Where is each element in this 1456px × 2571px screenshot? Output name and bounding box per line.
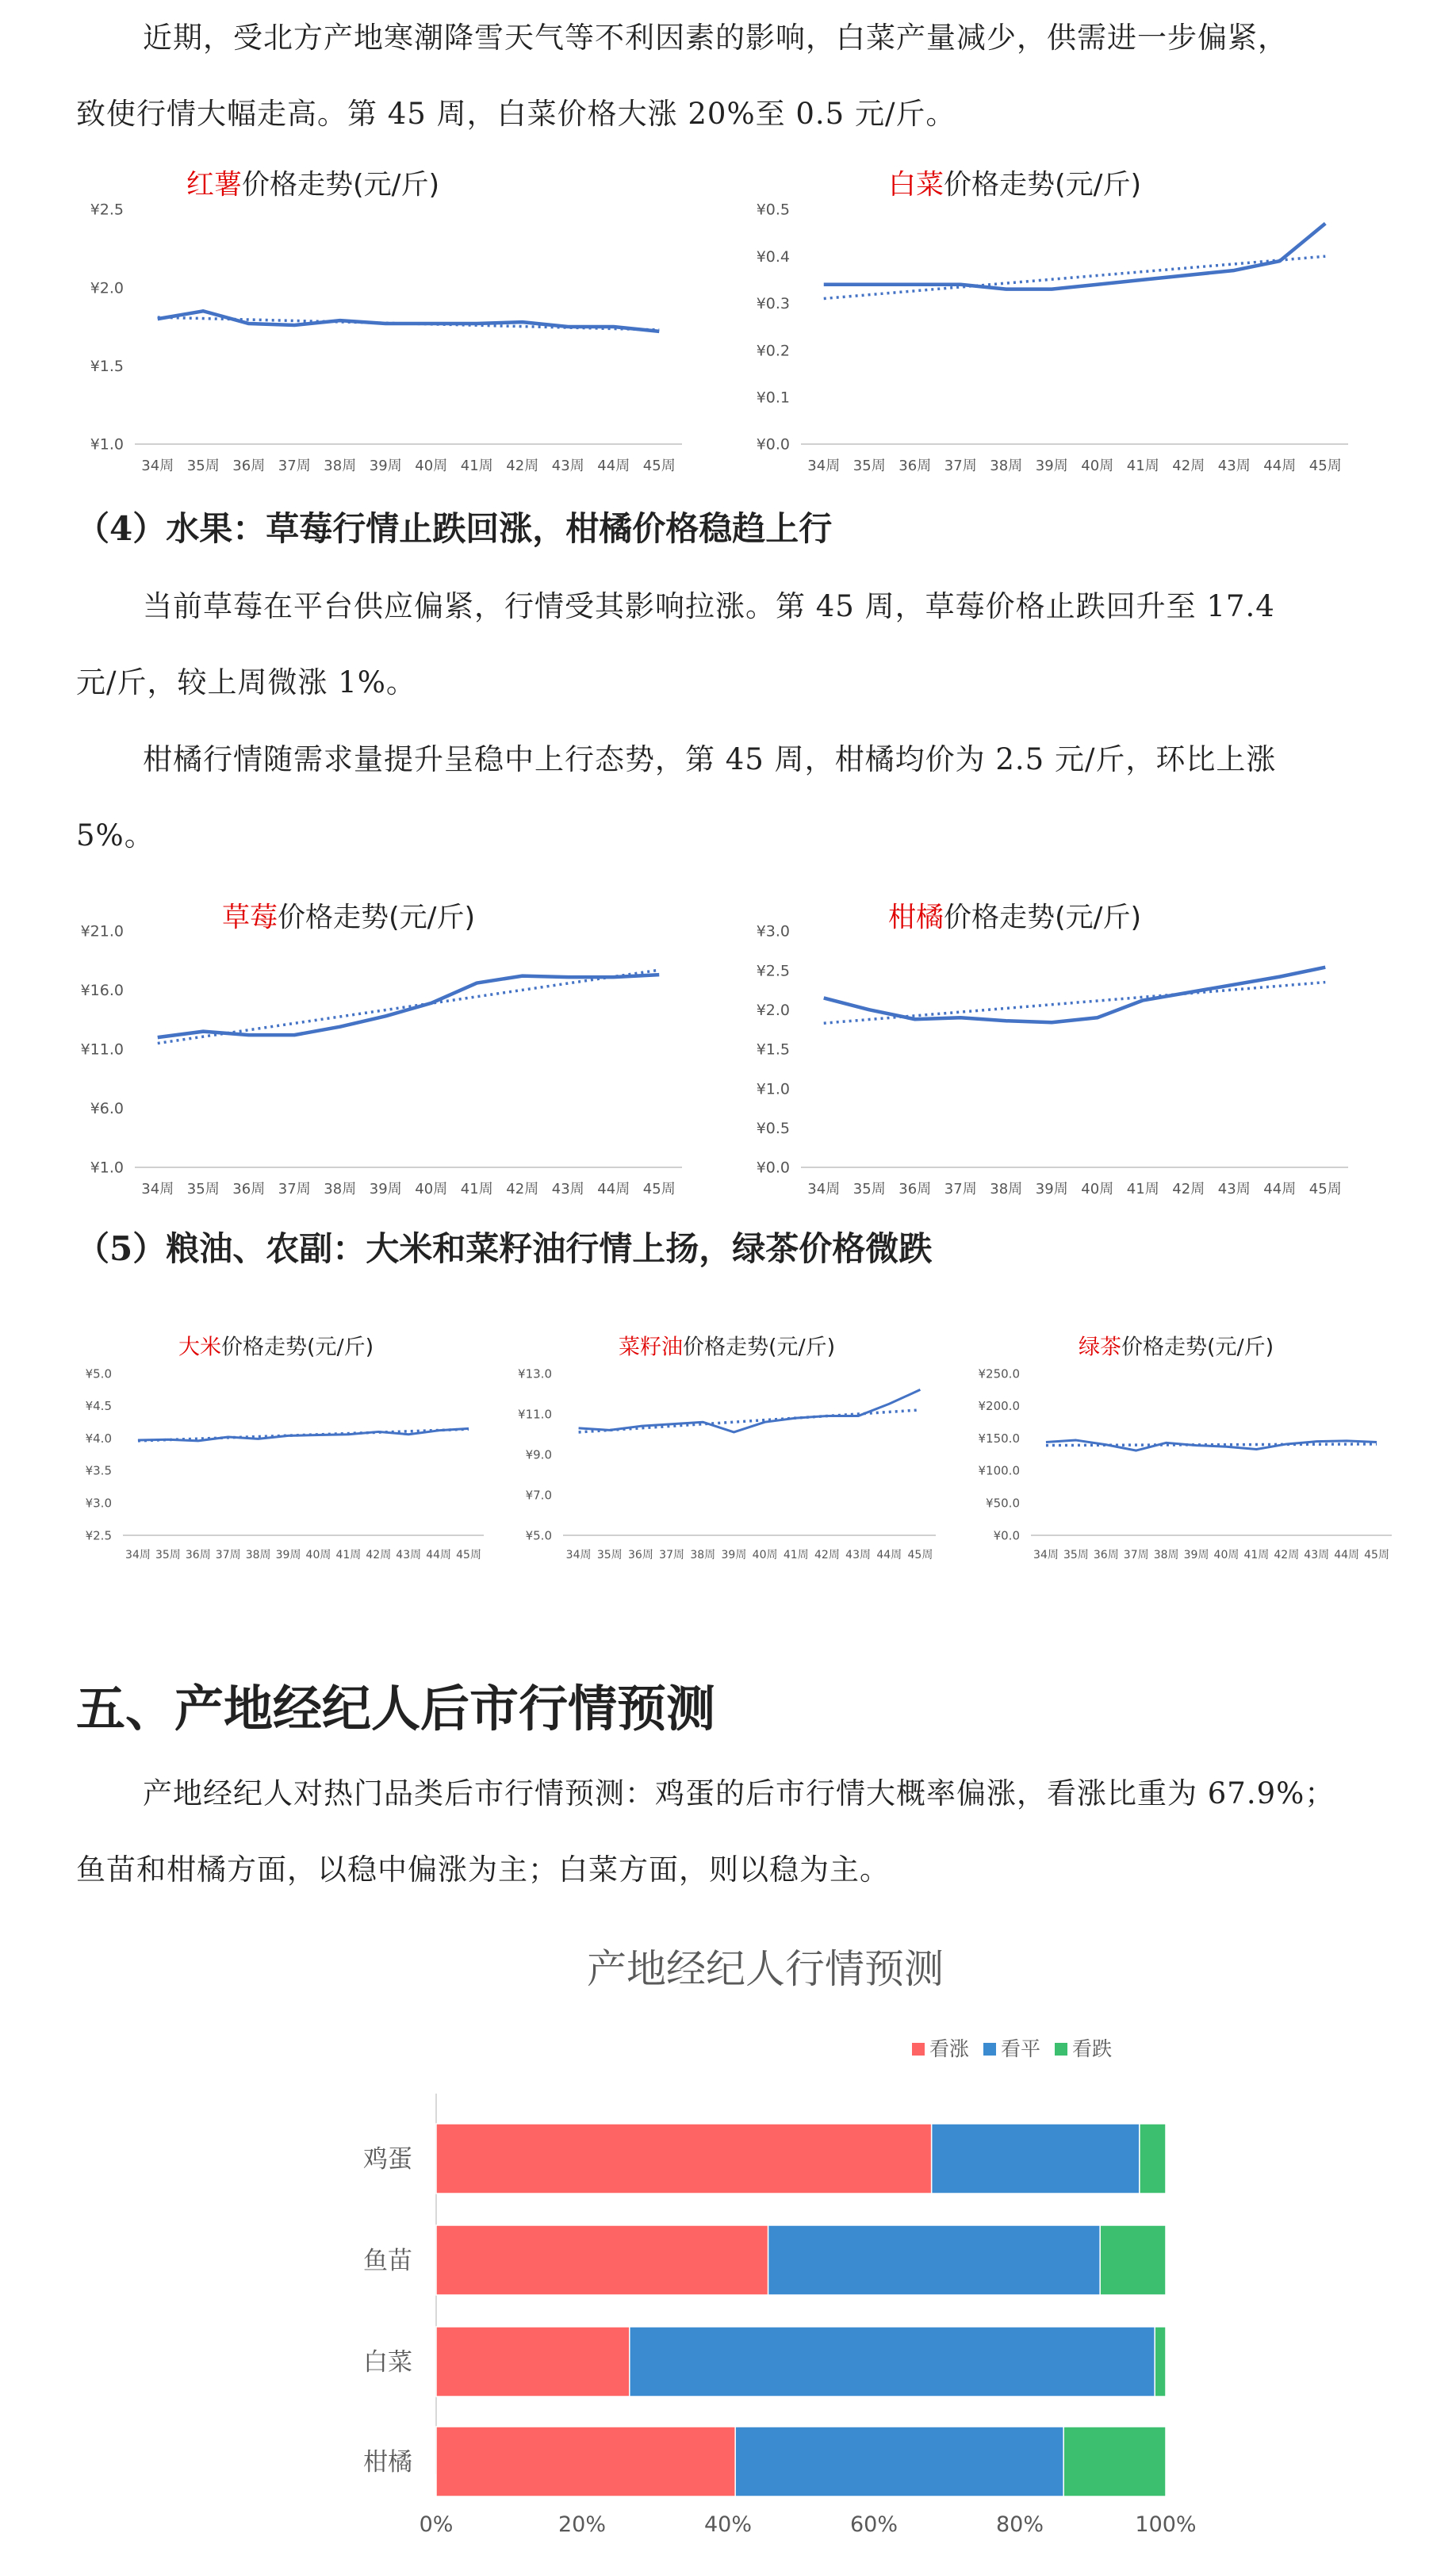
- x-tick-label: 42周: [1172, 1181, 1205, 1197]
- x-tick-label: 37周: [1123, 1549, 1149, 1561]
- x-tick-label: 45周: [456, 1549, 481, 1561]
- paragraph-line: 近期，受北方产地寒潮降雪天气等不利因素的影响，白菜产量减少，供需进一步偏紧，: [143, 21, 1288, 55]
- y-tick-label: ¥9.0: [525, 1447, 552, 1462]
- chart-title: 草莓价格走势(元/斤): [222, 902, 476, 934]
- y-tick-label: ¥3.0: [85, 1496, 112, 1511]
- x-tick-label: 0%: [419, 2512, 454, 2537]
- x-tick-label: 37周: [215, 1549, 241, 1561]
- paragraph-line: 当前草莓在平台供应偏紧，行情受其影响拉涨。第 45 周，草莓价格止跌回升至 17.4: [143, 589, 1275, 623]
- x-tick-label: 44周: [876, 1549, 902, 1561]
- y-tick-label: ¥0.4: [756, 247, 790, 266]
- series-line: [158, 975, 660, 1037]
- x-tick-label: 36周: [232, 458, 266, 474]
- x-tick-label: 37周: [944, 1181, 977, 1197]
- x-tick-label: 36周: [185, 1549, 211, 1561]
- y-tick-label: ¥2.0: [90, 279, 124, 297]
- x-tick-label: 37周: [278, 1181, 311, 1197]
- legend-label: 看涨: [929, 2037, 970, 2060]
- bar-segment: [932, 2124, 1140, 2194]
- y-tick-label: ¥2.5: [85, 1528, 112, 1543]
- x-tick-label: 41周: [783, 1549, 809, 1561]
- y-tick-label: ¥6.0: [90, 1100, 124, 1118]
- x-tick-label: 38周: [324, 458, 357, 474]
- paragraph-line: 5%。: [76, 818, 155, 853]
- chart-strawberry: [71, 880, 690, 1213]
- x-tick-label: 38周: [990, 458, 1023, 474]
- paragraph-strawberry: [76, 569, 1408, 721]
- y-tick-label: ¥5.0: [85, 1366, 112, 1381]
- x-tick-label: 42周: [506, 458, 539, 474]
- legend-label: 看平: [1001, 2037, 1041, 2060]
- y-tick-label: ¥0.0: [756, 435, 790, 454]
- x-tick-label: 37周: [278, 458, 311, 474]
- x-tick-label: 41周: [335, 1549, 362, 1561]
- x-tick-label: 39周: [1035, 1181, 1068, 1197]
- chart-greentea: [960, 1308, 1404, 1570]
- x-tick-label: 35周: [853, 458, 886, 474]
- y-tick-label: ¥1.5: [90, 357, 124, 375]
- y-tick-label: ¥0.5: [756, 201, 790, 219]
- category-label: 鱼苗: [363, 2247, 412, 2275]
- x-tick-label: 60%: [849, 2512, 899, 2537]
- y-tick-label: ¥0.0: [756, 1159, 790, 1177]
- x-tick-label: 20%: [557, 2512, 607, 2537]
- legend-swatch: [983, 2043, 996, 2056]
- y-tick-label: ¥1.0: [90, 1159, 124, 1177]
- chart-sweetpotato: [71, 159, 690, 492]
- section-title: 五、产地经纪人后市行情预测: [76, 1680, 716, 1738]
- y-tick-label: ¥4.0: [85, 1431, 112, 1446]
- x-tick-label: 34周: [125, 1549, 151, 1561]
- bar-segment: [768, 2225, 1101, 2295]
- x-tick-label: 39周: [369, 1181, 402, 1197]
- bar-segment: [1155, 2327, 1166, 2397]
- x-tick-label: 44周: [1263, 458, 1297, 474]
- y-tick-label: ¥4.5: [85, 1399, 112, 1414]
- y-tick-label: ¥1.5: [756, 1040, 790, 1059]
- x-tick-label: 38周: [245, 1549, 271, 1561]
- x-tick-label: 43周: [551, 1181, 584, 1197]
- y-tick-label: ¥11.0: [80, 1040, 124, 1059]
- y-tick-label: ¥0.5: [756, 1119, 790, 1137]
- x-tick-label: 38周: [690, 1549, 716, 1561]
- bar-segment: [630, 2327, 1155, 2397]
- x-tick-label: 44周: [426, 1549, 452, 1561]
- y-tick-label: ¥13.0: [518, 1366, 552, 1381]
- bar-segment: [735, 2427, 1063, 2496]
- x-tick-label: 43周: [845, 1549, 871, 1561]
- x-tick-label: 39周: [1035, 458, 1068, 474]
- x-tick-label: 37周: [944, 458, 977, 474]
- paragraph-line: 致使行情大幅走高。第 45 周，白菜价格大涨 20%至 0.5 元/斤。: [76, 97, 956, 131]
- x-tick-label: 40周: [1081, 1181, 1114, 1197]
- y-tick-label: ¥1.0: [756, 1080, 790, 1098]
- x-tick-label: 40周: [415, 1181, 448, 1197]
- y-tick-label: ¥250.0: [978, 1366, 1020, 1381]
- y-tick-label: ¥0.2: [756, 342, 790, 360]
- series-line: [824, 224, 1326, 289]
- paragraph-line: 产地经纪人对热门品类后市行情预测：鸡蛋的后市行情大概率偏涨，看涨比重为 67.9%；: [143, 1776, 1335, 1810]
- y-tick-label: ¥21.0: [80, 922, 124, 941]
- x-tick-label: 40%: [703, 2512, 753, 2537]
- x-tick-label: 38周: [1153, 1549, 1179, 1561]
- y-tick-label: ¥2.5: [90, 201, 124, 219]
- x-tick-label: 80%: [995, 2512, 1044, 2537]
- x-tick-label: 45周: [1308, 458, 1342, 474]
- x-tick-label: 34周: [1033, 1549, 1059, 1561]
- y-tick-label: ¥0.3: [756, 295, 790, 313]
- x-tick-label: 34周: [141, 458, 174, 474]
- x-tick-label: 43周: [1304, 1549, 1330, 1561]
- y-tick-label: ¥7.0: [525, 1488, 552, 1503]
- category-label: 白菜: [363, 2348, 412, 2377]
- legend-swatch: [1055, 2043, 1067, 2056]
- x-tick-label: 35周: [596, 1549, 623, 1561]
- y-tick-label: ¥0.1: [756, 389, 790, 407]
- x-tick-label: 34周: [565, 1549, 592, 1561]
- x-tick-label: 44周: [597, 1181, 630, 1197]
- category-label: 鸡蛋: [363, 2145, 412, 2174]
- paragraph-line: 鱼苗和柑橘方面，以稳中偏涨为主；白菜方面，则以稳为主。: [76, 1853, 890, 1887]
- x-tick-label: 42周: [1172, 458, 1205, 474]
- x-tick-label: 40周: [305, 1549, 331, 1561]
- x-tick-label: 45周: [1308, 1181, 1342, 1197]
- x-tick-label: 44周: [1334, 1549, 1360, 1561]
- y-tick-label: ¥2.5: [756, 962, 790, 980]
- x-tick-label: 45周: [642, 1181, 676, 1197]
- chart-title: 菜籽油价格走势(元/斤): [619, 1335, 836, 1360]
- chart-broker-forecast: [301, 1935, 1253, 2569]
- trend-line: [138, 1429, 469, 1441]
- x-tick-label: 36周: [899, 458, 932, 474]
- x-tick-label: 43周: [396, 1549, 422, 1561]
- x-tick-label: 35周: [186, 1181, 220, 1197]
- x-tick-label: 36周: [1093, 1549, 1119, 1561]
- x-tick-label: 35周: [155, 1549, 181, 1561]
- x-tick-label: 43周: [1217, 458, 1251, 474]
- chart-rapeseed: [508, 1308, 952, 1570]
- x-tick-label: 40周: [415, 458, 448, 474]
- chart-rice: [71, 1308, 500, 1570]
- x-tick-label: 39周: [721, 1549, 747, 1561]
- x-tick-label: 41周: [460, 458, 493, 474]
- x-tick-label: 34周: [141, 1181, 174, 1197]
- legend-label: 看跌: [1072, 2037, 1113, 2060]
- x-tick-label: 36周: [628, 1549, 653, 1561]
- y-tick-label: ¥11.0: [518, 1407, 552, 1422]
- x-tick-label: 44周: [597, 458, 630, 474]
- x-tick-label: 41周: [1243, 1549, 1270, 1561]
- y-tick-label: ¥50.0: [986, 1496, 1020, 1511]
- category-label: 柑橘: [363, 2448, 412, 2477]
- chart-title: 红薯价格走势(元/斤): [186, 169, 440, 201]
- y-tick-label: ¥3.5: [85, 1463, 112, 1478]
- paragraph-line: 柑橘行情随需求量提升呈稳中上行态势，第 45 周，柑橘均价为 2.5 元/斤，环比上涨: [143, 742, 1277, 776]
- chart-citrus: [738, 880, 1356, 1213]
- y-tick-label: ¥100.0: [978, 1463, 1020, 1478]
- legend-swatch: [912, 2043, 925, 2056]
- x-tick-label: 42周: [814, 1549, 840, 1561]
- x-tick-label: 40周: [752, 1549, 778, 1561]
- x-tick-label: 34周: [807, 458, 841, 474]
- x-tick-label: 42周: [1274, 1549, 1300, 1561]
- trend-line: [824, 256, 1326, 298]
- x-tick-label: 34周: [807, 1181, 841, 1197]
- x-tick-label: 36周: [899, 1181, 932, 1197]
- x-tick-label: 35周: [1063, 1549, 1089, 1561]
- y-tick-label: ¥1.0: [90, 435, 124, 454]
- heading-grain-oil: （5）粮油、农副：大米和菜籽油行情上扬，绿茶价格微跌: [76, 1229, 933, 1268]
- chart-title: 产地经纪人行情预测: [587, 1946, 944, 1992]
- x-tick-label: 37周: [659, 1549, 684, 1561]
- bar-segment: [1100, 2225, 1166, 2295]
- chart-title: 柑橘价格走势(元/斤): [888, 902, 1142, 934]
- x-tick-label: 43周: [1217, 1181, 1251, 1197]
- y-tick-label: ¥16.0: [80, 982, 124, 1000]
- x-tick-label: 42周: [506, 1181, 539, 1197]
- bar-segment: [436, 2427, 735, 2496]
- x-tick-label: 38周: [324, 1181, 357, 1197]
- paragraph-line: 元/斤，较上周微涨 1%。: [76, 665, 416, 699]
- x-tick-label: 35周: [853, 1181, 886, 1197]
- x-tick-label: 39周: [369, 458, 402, 474]
- x-tick-label: 39周: [275, 1549, 301, 1561]
- chart-title: 大米价格走势(元/斤): [178, 1335, 374, 1360]
- x-tick-label: 39周: [1183, 1549, 1209, 1561]
- y-tick-label: ¥2.0: [756, 1001, 790, 1019]
- series-line: [579, 1389, 921, 1432]
- paragraph-cabbage: [76, 0, 1408, 152]
- x-tick-label: 100%: [1135, 2512, 1197, 2537]
- y-tick-label: ¥200.0: [978, 1399, 1020, 1414]
- trend-line: [579, 1410, 921, 1432]
- bar-segment: [436, 2124, 932, 2194]
- x-tick-label: 40周: [1213, 1549, 1240, 1561]
- x-tick-label: 41周: [460, 1181, 493, 1197]
- paragraph-citrus: [76, 722, 1408, 874]
- x-tick-label: 44周: [1263, 1181, 1297, 1197]
- chart-title: 白菜价格走势(元/斤): [888, 169, 1142, 201]
- chart-title: 绿茶价格走势(元/斤): [1079, 1335, 1274, 1360]
- chart-cabbage: [738, 159, 1356, 492]
- y-tick-label: ¥150.0: [978, 1431, 1020, 1446]
- bar-segment: [436, 2225, 768, 2295]
- x-tick-label: 35周: [186, 458, 220, 474]
- y-tick-label: ¥0.0: [993, 1528, 1020, 1543]
- x-tick-label: 41周: [1126, 458, 1159, 474]
- x-tick-label: 41周: [1126, 1181, 1159, 1197]
- x-tick-label: 38周: [990, 1181, 1023, 1197]
- x-tick-label: 45周: [907, 1549, 933, 1561]
- x-tick-label: 43周: [551, 458, 584, 474]
- x-tick-label: 40周: [1081, 458, 1114, 474]
- heading-fruit: （4）水果：草莓行情止跌回涨，柑橘价格稳趋上行: [76, 509, 833, 548]
- x-tick-label: 42周: [366, 1549, 392, 1561]
- bar-segment: [1140, 2124, 1166, 2194]
- series-line: [824, 967, 1326, 1023]
- bar-segment: [1063, 2427, 1166, 2496]
- y-tick-label: ¥5.0: [525, 1528, 552, 1543]
- bar-segment: [436, 2327, 630, 2397]
- x-tick-label: 36周: [232, 1181, 266, 1197]
- y-tick-label: ¥3.0: [756, 922, 790, 941]
- x-tick-label: 45周: [1364, 1549, 1389, 1561]
- x-tick-label: 45周: [642, 458, 676, 474]
- paragraph-forecast: [76, 1756, 1408, 1908]
